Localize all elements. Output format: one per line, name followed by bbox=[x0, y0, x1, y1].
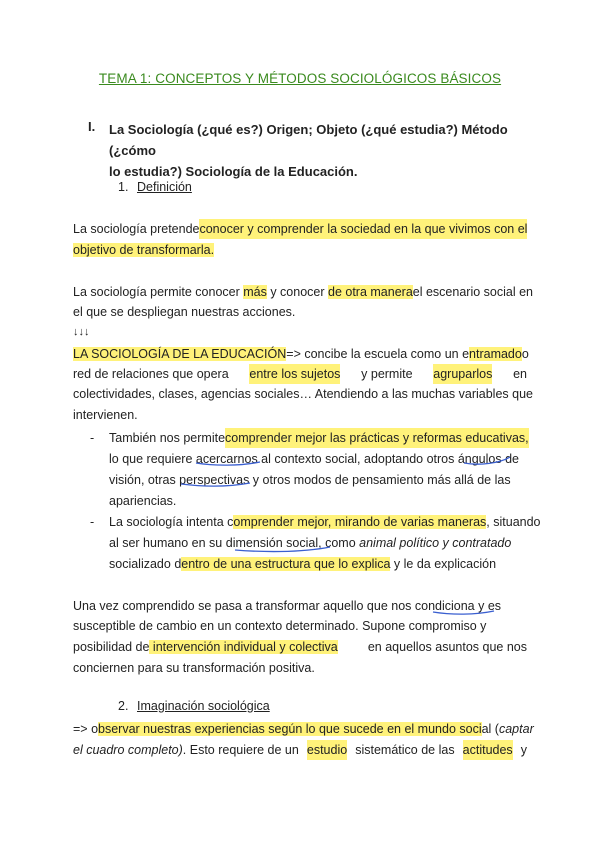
text-run: al ( bbox=[481, 722, 499, 736]
bullet-line bbox=[109, 512, 541, 532]
paragraph-line bbox=[73, 282, 533, 302]
text-run: sistemático de las bbox=[355, 743, 455, 757]
paragraph-line bbox=[73, 740, 527, 760]
section-heading-line2: lo estudia?) Sociología de la Educación. bbox=[109, 164, 358, 179]
line-content bbox=[73, 740, 527, 760]
paragraph-line: susceptible de cambio en un contexto determinado. Supone compromiso y bbox=[73, 619, 487, 633]
highlighted-text: ntramado bbox=[469, 347, 522, 361]
paragraph-line: colectividades, clases, agencias sociales… Atendiendo a las muchas variables que bbox=[73, 387, 533, 401]
highlighted-text: intervención individual y colectiva bbox=[149, 640, 338, 654]
bullet-line bbox=[109, 554, 496, 574]
section-heading bbox=[109, 119, 529, 182]
text-run: y conocer bbox=[266, 285, 328, 299]
highlighted-text: objetivo de transformarla. bbox=[73, 243, 215, 257]
text-run: . Esto requiere de un bbox=[182, 743, 299, 757]
line-content bbox=[109, 512, 541, 532]
bullet-dash: - bbox=[90, 515, 95, 529]
text-run: , situando bbox=[486, 515, 541, 529]
text-run: posibilidad de bbox=[73, 640, 150, 654]
text-run: en bbox=[513, 367, 527, 381]
highlighted-text: conocer y comprender la sociedad en la que vivimos con el bbox=[199, 219, 527, 239]
text-run bbox=[73, 637, 338, 657]
highlighted-text: entro de una estructura que lo explica bbox=[181, 557, 391, 571]
section-number: I. bbox=[88, 119, 96, 134]
bullet-dash: - bbox=[90, 431, 95, 445]
bullet-line bbox=[109, 533, 511, 553]
paragraph-line bbox=[73, 719, 534, 739]
line-content bbox=[73, 637, 527, 657]
text-run bbox=[73, 719, 499, 739]
text-run: o bbox=[521, 347, 529, 361]
text-run: La sociología pretende bbox=[73, 222, 200, 236]
highlighted-text: LA SOCIOLOGÍA DE LA EDUCACIÓN bbox=[73, 347, 287, 361]
paragraph-line bbox=[73, 637, 527, 657]
bullet-line bbox=[109, 428, 527, 448]
paragraph-line: el que se despliegan nuestras acciones. bbox=[73, 305, 296, 319]
text-run bbox=[73, 740, 299, 760]
highlighted-text: comprender mejor las prácticas y reformas educativas, bbox=[225, 428, 529, 448]
line-content bbox=[73, 282, 533, 302]
text-run: socializado d bbox=[109, 557, 182, 571]
section-heading-line1: La Sociología (¿qué es?) Origen; Objeto (¿qué estudia?) Método (¿cómo bbox=[109, 122, 508, 158]
text-run bbox=[109, 512, 486, 532]
text-run bbox=[73, 282, 413, 302]
subsection-number: 1. bbox=[118, 180, 129, 194]
arrows: ↓↓↓ bbox=[73, 326, 90, 338]
line-content bbox=[73, 219, 527, 239]
line-content bbox=[73, 719, 534, 739]
text-run bbox=[73, 344, 522, 364]
subsection-heading: Imaginación sociológica bbox=[137, 699, 270, 713]
page-title: TEMA 1: CONCEPTOS Y MÉTODOS SOCIOLÓGICOS BÁSICOS bbox=[98, 71, 502, 86]
italic-text: animal político y contratado bbox=[359, 536, 512, 550]
highlighted-text: estudio bbox=[307, 740, 347, 760]
highlighted-text: entre los sujetos bbox=[249, 364, 340, 384]
text-run: y permite bbox=[361, 367, 413, 381]
text-run: al ser humano en su dimensión social, como bbox=[109, 536, 360, 550]
subsection-number: 2. bbox=[118, 699, 129, 713]
paragraph-line bbox=[73, 240, 214, 260]
paragraph-line bbox=[73, 219, 527, 239]
text-run: red de relaciones que opera bbox=[73, 367, 229, 381]
text-run: en aquellos asuntos que nos bbox=[367, 640, 527, 654]
highlighted-text: agruparlos bbox=[433, 364, 492, 384]
paragraph-line: conciernen para su transformación positiva. bbox=[73, 661, 315, 675]
text-run: y bbox=[520, 743, 527, 757]
bullet-line: apariencias. bbox=[109, 494, 177, 508]
highlighted-text: omprender mejor, mirando de varias maneras bbox=[233, 515, 487, 529]
line-content bbox=[73, 344, 527, 364]
highlighted-text: más bbox=[243, 285, 267, 299]
subsection-heading: Definición bbox=[137, 180, 192, 194]
paragraph-line: intervienen. bbox=[73, 408, 138, 422]
highlighted-text: actitudes bbox=[463, 740, 513, 760]
highlighted-text: de otra manera bbox=[328, 285, 413, 299]
text-run: el escenario social en bbox=[412, 285, 533, 299]
text-run: => concibe la escuela como un e bbox=[286, 347, 470, 361]
italic-text: el cuadro completo) bbox=[73, 743, 183, 757]
paragraph-line bbox=[73, 344, 527, 364]
text-run: La sociología intenta c bbox=[109, 515, 234, 529]
text-run: y le da explicación bbox=[390, 557, 497, 571]
paragraph-line: Una vez comprendido se pasa a transformar aquello que nos condiciona y es bbox=[73, 599, 502, 613]
line-content bbox=[109, 428, 527, 448]
bullet-line: lo que requiere acercarnos al contexto social, adoptando otros ángulos de bbox=[109, 452, 519, 466]
text-run: También nos permite bbox=[109, 431, 226, 445]
italic-text: captar bbox=[498, 722, 534, 736]
bullet-line: visión, otras perspectivas y otros modos de pensamiento más allá de las bbox=[109, 473, 511, 487]
line-content bbox=[73, 364, 527, 384]
highlighted-text: bservar nuestras experiencias según lo que sucede en el mundo soci bbox=[98, 722, 482, 736]
text-run: => o bbox=[73, 722, 99, 736]
text-run: La sociología permite conocer bbox=[73, 285, 244, 299]
paragraph-line bbox=[73, 364, 527, 384]
